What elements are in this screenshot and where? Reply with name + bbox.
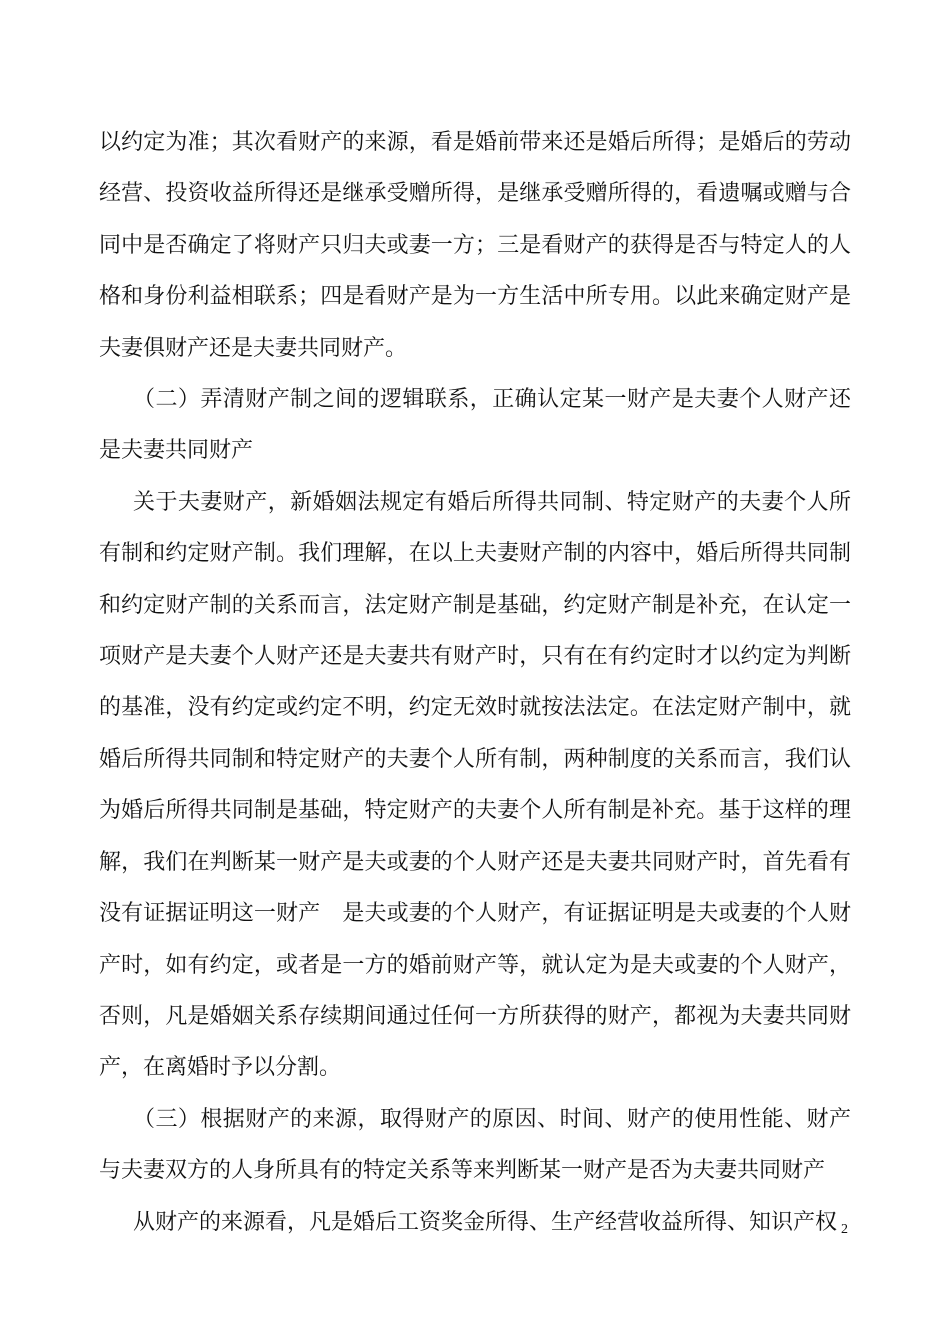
section-heading-two: （二）弄清财产制之间的逻辑联系，正确认定某一财产是夫妻个人财产还是夫妻共同财产 <box>99 387 851 464</box>
paragraph-marital-property: 关于夫妻财产，新婚姻法规定有婚后所得共同制、特定财产的夫妻个人所有制和约定财产制。我们理解，在以上夫妻财产制的内容中，婚后所得共同制和约定财产制的关系而言，法定财产制是基础，约定财产制是补充，在认定一项财产是夫妻个人财产还是夫妻共有财产时，只有在有约定时才以约定为判断的基准，没有约定或约定不明，约定无效时就按法法定。在法定财产制中，就婚后所得共同制和特定财产的夫妻个人所有制，两种制度的关系而言，我们认为婚后所得共同制是基础，特定财产的夫妻个人所有制是补充。基于这样的理解，我们在判断某一财产是夫或妻的个人财产还是夫妻共同财产时，首先看有没有证据证明这一财产 是夫或妻的个人财产，有证据证明是夫或妻的个人财产时，如有约定，或者是一方的婚前财产等，就认定为是夫或妻的个人财产，否则，凡是婚姻关系存续期间通过任何一方所获得的财产，都视为夫妻共同财产，在离婚时予以分割。 <box>99 489 851 1081</box>
body-text <box>99 117 851 1248</box>
paragraph-property-source: 从财产的来源看，凡是婚后工资奖金所得、生产经营收益所得、知识产权 <box>133 1209 838 1235</box>
section-heading-three: （三）根据财产的来源，取得财产的原因、时间、财产的使用性能、财产与夫妻双方的人身所具有的特定关系等来判断某一财产是否为夫妻共同财产 <box>99 1106 851 1184</box>
paragraph-continuation: 以约定为准；其次看财产的来源，看是婚前带来还是婚后所得；是婚后的劳动经营、投资收益所得还是继承受赠所得，是继承受赠所得的，看遗嘱或赠与合同中是否确定了将财产只归夫或妻一方；三是看财产的获得是否与特定人的人格和身份利益相联系；四是看财产是为一方生活中所专用。以此来确定财产是夫妻俱财产还是夫妻共同财产。 <box>99 130 851 361</box>
page-number: 2 <box>841 1222 848 1237</box>
